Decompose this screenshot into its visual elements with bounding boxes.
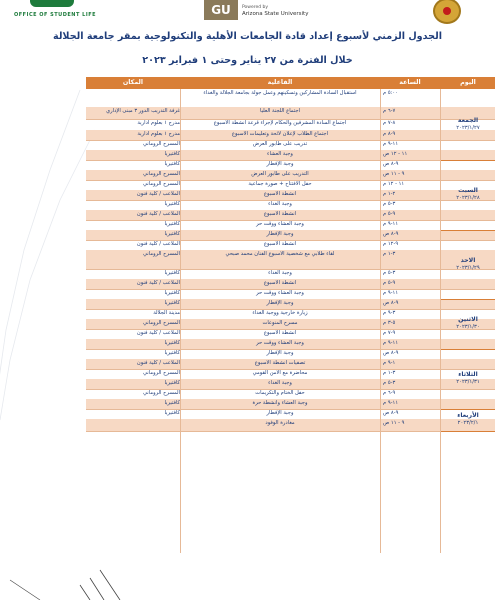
day-name: الجمعة bbox=[457, 116, 479, 124]
row-time: ٩-٧ م bbox=[383, 330, 396, 336]
row-place: كافتيريا bbox=[164, 400, 180, 406]
table-row bbox=[86, 359, 495, 369]
row-activity: وجبة العشاء وانشطة حرة bbox=[252, 400, 308, 406]
table-row bbox=[86, 190, 495, 200]
table-row bbox=[86, 319, 495, 329]
student-life-logo bbox=[14, 0, 97, 26]
day-name: الاثنين bbox=[458, 316, 478, 323]
table-row bbox=[86, 160, 495, 170]
table-row bbox=[86, 269, 495, 279]
table-row bbox=[86, 299, 495, 309]
row-time: ٨-٧ م bbox=[383, 120, 396, 126]
row-time: ٣-٥ م bbox=[383, 201, 396, 207]
day-cell bbox=[441, 371, 495, 386]
row-place: كافتيريا bbox=[164, 290, 180, 296]
row-activity: التدريب على طابور العرض bbox=[251, 171, 309, 177]
header-time: الساعة bbox=[399, 79, 421, 86]
day-date: ٢٠٢٣/٢/١ bbox=[457, 420, 479, 426]
row-place: كافتيريا bbox=[164, 410, 180, 416]
day-cell bbox=[441, 187, 495, 202]
table-row bbox=[86, 329, 495, 339]
row-activity: أنشطة الأسبوع bbox=[263, 211, 297, 217]
table-row bbox=[86, 220, 495, 230]
row-activity: وجبة الإفطار bbox=[266, 161, 294, 167]
column-divider bbox=[440, 89, 441, 553]
day-name: الأربعاء bbox=[457, 412, 479, 419]
row-activity: اجتماع الطلاب لإعلان لائحة وتعليمات الأسبوع bbox=[231, 131, 329, 137]
day-cell bbox=[441, 117, 495, 132]
row-divider bbox=[86, 431, 495, 432]
row-place: الملاعب / كلية فنون bbox=[136, 360, 180, 366]
row-place: الملاعب / كلية فنون bbox=[136, 211, 180, 217]
table-row bbox=[86, 240, 495, 250]
table-header bbox=[86, 77, 495, 89]
row-activity: أنشطة الأسبوع bbox=[263, 191, 297, 197]
row-time: ٩-٨ ص bbox=[383, 300, 399, 306]
table-row bbox=[86, 289, 495, 299]
row-time: ٣-٥ م bbox=[383, 380, 396, 386]
row-activity: محاضرة مع الامن القومي bbox=[252, 370, 308, 376]
row-place: المسرح الروماني bbox=[142, 390, 180, 396]
page-header bbox=[0, 0, 495, 26]
student-life-logo-text: OFFICE OF STUDENT LIFE bbox=[14, 12, 97, 18]
galala-university-logo bbox=[204, 0, 324, 24]
day-name: الثلاثاء bbox=[458, 371, 478, 378]
row-activity: أنشطة الأسبوع bbox=[263, 280, 297, 286]
document-subtitle: خلال الفترة من ٢٧ يناير وحتى ١ فبراير ٢٠٢٣ bbox=[142, 55, 353, 66]
table-row bbox=[86, 369, 495, 379]
table-row bbox=[86, 130, 495, 140]
column-divider bbox=[380, 89, 381, 553]
row-place: كافتيريا bbox=[164, 380, 180, 386]
table-row bbox=[86, 339, 495, 349]
header-day: اليوم bbox=[460, 79, 476, 86]
row-place: كافتيريا bbox=[164, 270, 180, 276]
row-activity: اجتماع السادة المشرفين والحكام لإجراء قرعة أنشطة الأسبوع bbox=[213, 120, 347, 126]
table-row bbox=[86, 180, 495, 190]
header-activity: الفاعلية bbox=[267, 79, 293, 86]
row-activity: وجبة العشاء ووقت حر bbox=[256, 340, 304, 346]
day-divider bbox=[441, 299, 495, 300]
table-row bbox=[86, 379, 495, 389]
day-name: السبت bbox=[458, 187, 478, 194]
table-row bbox=[86, 150, 495, 160]
row-time: ٥-٣ م bbox=[383, 320, 396, 326]
row-time: ٣-٩ م bbox=[383, 310, 396, 316]
day-date: ٢٠٢٣/١/٣٠ bbox=[456, 324, 480, 330]
row-place: مدرج ١ بعلوم ادارية bbox=[137, 120, 180, 126]
table-row bbox=[86, 309, 495, 319]
header-place: المكان bbox=[122, 79, 144, 86]
row-time: ٣-١ م bbox=[383, 251, 396, 257]
row-time: ٩-٨ ص bbox=[383, 350, 399, 356]
row-activity: مغادرة الوفود bbox=[265, 420, 295, 426]
row-time: ١١ - ١٢ ص bbox=[383, 151, 408, 157]
row-activity: وجبة العشاء ووقت حر bbox=[256, 290, 304, 296]
table-row bbox=[86, 170, 495, 180]
day-divider bbox=[441, 431, 495, 432]
row-activity: استقبال السادة المشاركين وتسكينهم وعمل جولة بجامعة الجلالة والغداء bbox=[203, 90, 357, 96]
day-date: ٢٠٢٣/١/٢٨ bbox=[456, 195, 480, 201]
row-time: ٩-١٢ م bbox=[383, 241, 399, 247]
day-cell bbox=[441, 257, 495, 272]
university-seal-icon bbox=[433, 0, 461, 24]
row-activity: أنشطة الأسبوع bbox=[263, 330, 297, 336]
row-time: ١١-٩ م bbox=[383, 141, 399, 147]
row-time: ١١-٩ م bbox=[383, 400, 399, 406]
row-time: ٣-١ م bbox=[383, 370, 396, 376]
table-row bbox=[86, 210, 495, 220]
row-time: ١١ - ١٢ م bbox=[383, 181, 405, 187]
row-activity: وجبة الإفطار bbox=[266, 410, 294, 416]
table-row bbox=[86, 140, 495, 150]
day-cell bbox=[441, 412, 495, 427]
row-place: المسرح الروماني bbox=[142, 320, 180, 326]
row-time: ٩-٨ م bbox=[383, 131, 396, 137]
table-row bbox=[86, 389, 495, 399]
row-activity: وجبة الغداء bbox=[268, 270, 292, 276]
row-activity: تصفيات أنشطة الأسبوع bbox=[254, 360, 306, 366]
day-divider bbox=[441, 160, 495, 161]
document-title: الجدول الزمني لأسبوع إعداد قادة الجامعات الأهلية والتكنولوجية بمقر جامعة الجلالة bbox=[53, 31, 442, 42]
row-place: الملاعب / كلية فنون bbox=[136, 280, 180, 286]
row-time: ٩ - ١١ ص bbox=[383, 420, 405, 426]
row-activity: حفل الافتتاح + صورة جماعية bbox=[248, 181, 312, 187]
table-row bbox=[86, 409, 495, 419]
row-time: ٥:٠٠ م bbox=[383, 90, 398, 96]
table-row bbox=[86, 116, 495, 130]
row-place: الملاعب / كلية فنون bbox=[136, 330, 180, 336]
day-divider bbox=[441, 349, 495, 350]
row-activity: أنشطة الأسبوع bbox=[263, 241, 297, 247]
row-time: ٢-١ م bbox=[383, 191, 396, 197]
row-place: كافتيريا bbox=[164, 340, 180, 346]
row-place: غرفة التدريب الدور ٣ مبنى الإداري bbox=[106, 108, 180, 114]
row-time: ١١-٩ م bbox=[383, 221, 399, 227]
row-activity: وجبة الإفطار bbox=[266, 300, 294, 306]
row-time: ٩-٨ ص bbox=[383, 410, 399, 416]
row-time: ٩-٥ م bbox=[383, 211, 396, 217]
row-time: ٧-٦ م bbox=[383, 108, 396, 114]
row-activity: اجتماع اللجنة العليا bbox=[259, 108, 300, 114]
gu-logo-mark: GU bbox=[204, 0, 238, 20]
table-row bbox=[86, 230, 495, 240]
row-time: ٩-٨ ص bbox=[383, 161, 399, 167]
row-place: الملاعب / كلية فنون bbox=[136, 191, 180, 197]
table-row bbox=[86, 349, 495, 359]
day-name: الاحد bbox=[460, 256, 476, 264]
row-time: ٩-٥ م bbox=[383, 280, 396, 286]
row-time: ١١-٩ م bbox=[383, 290, 399, 296]
row-activity: وجبة العشاء ووقت حر bbox=[256, 221, 304, 227]
row-place: كافتيريا bbox=[164, 151, 180, 157]
table-row bbox=[86, 419, 495, 431]
row-place: كافتيريا bbox=[164, 350, 180, 356]
row-activity: حفل الختام والتكريمات bbox=[255, 390, 305, 396]
row-place: كافتيريا bbox=[164, 161, 180, 167]
day-cell bbox=[441, 316, 495, 331]
row-time: ٩-٨ ص bbox=[383, 231, 399, 237]
row-place: الملاعب / كلية فنون bbox=[136, 241, 180, 247]
row-activity: تدريب على طابور العرض bbox=[252, 141, 308, 147]
row-place: مدرج ١ بعلوم ادارية bbox=[137, 131, 180, 137]
day-divider bbox=[441, 409, 495, 410]
row-activity: وجبة الإفطار bbox=[266, 231, 294, 237]
row-activity: مسرح المنوعات bbox=[262, 320, 298, 326]
row-activity: وجبة العشاء bbox=[267, 151, 293, 157]
row-place: المسرح الروماني bbox=[142, 251, 180, 257]
row-time: ١١-٩ م bbox=[383, 340, 399, 346]
table-row bbox=[86, 399, 495, 409]
row-activity: زيارة خارجية ووجبة الغداء bbox=[252, 310, 308, 316]
row-place: المسرح الروماني bbox=[142, 171, 180, 177]
row-time: ٩-٦ م bbox=[383, 390, 396, 396]
table-row bbox=[86, 250, 495, 269]
logo-asu: Arizona State University bbox=[242, 11, 309, 17]
row-place: كافتيريا bbox=[164, 201, 180, 207]
day-divider bbox=[441, 230, 495, 231]
table-row bbox=[86, 200, 495, 210]
row-activity: لقاء طلابي مع شخصية الأسبوع الفنان محمد صبحي bbox=[225, 251, 335, 257]
row-place: كافتيريا bbox=[164, 300, 180, 306]
table-row bbox=[86, 279, 495, 289]
row-time: ٩ - ١١ ص bbox=[383, 171, 405, 177]
table-row bbox=[86, 89, 495, 107]
row-place: كافتيريا bbox=[164, 231, 180, 237]
row-activity: وجبة الغداء bbox=[268, 201, 292, 207]
logo-powered-by: Powered by bbox=[242, 5, 269, 10]
row-activity: وجبة الغداء bbox=[268, 380, 292, 386]
column-divider bbox=[180, 89, 181, 553]
day-date: ٢٠٢٣/١/٣١ bbox=[456, 379, 480, 385]
row-activity: وجبة الإفطار bbox=[266, 350, 294, 356]
row-place: المسرح الروماني bbox=[142, 181, 180, 187]
row-time: ١-٩ م bbox=[383, 360, 396, 366]
row-place: المسرح الروماني bbox=[142, 141, 180, 147]
day-date: ٢٠٢٣/١/٢٩ bbox=[456, 264, 480, 271]
table-row bbox=[86, 107, 495, 119]
day-date: ٢٠٢٣/١/٢٧ bbox=[456, 124, 480, 131]
row-place: كافتيريا bbox=[164, 221, 180, 227]
row-place: المسرح الروماني bbox=[142, 370, 180, 376]
row-place: مدينة الجلالة bbox=[153, 310, 180, 316]
row-time: ٣-٥ م bbox=[383, 270, 396, 276]
